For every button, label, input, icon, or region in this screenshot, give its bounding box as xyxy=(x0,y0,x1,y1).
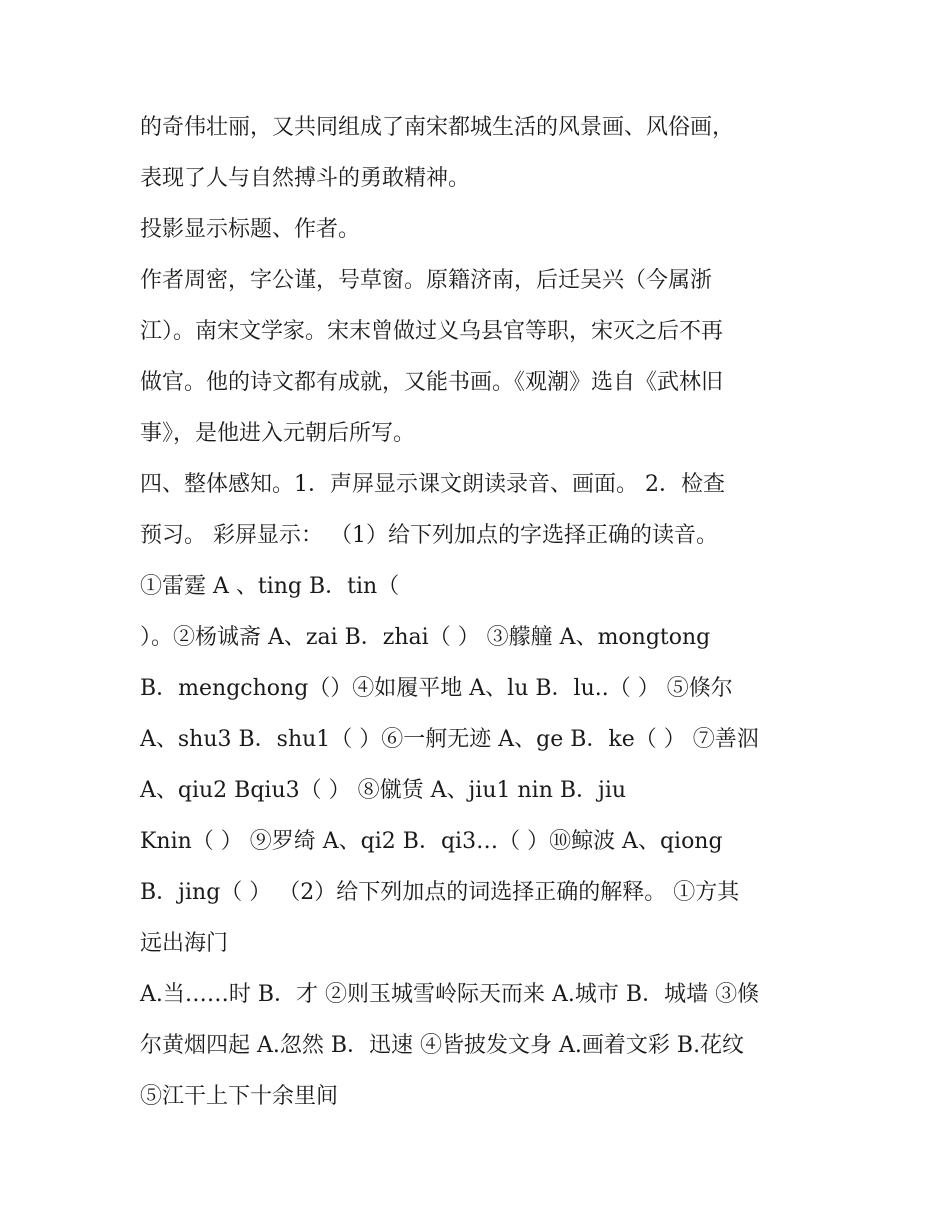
text-line: A、shu3 B．shu1（ ）⑥一舸无迹 A、ge B．ke（ ） ⑦善泅 xyxy=(140,727,759,752)
text-line: A、qiu2 Bqiu3（ ） ⑧僦赁 A、jiu1 nin B．jiu xyxy=(140,778,627,803)
text-line: B．mengchong（）④如履平地 A、lu B．lu..（ ） ⑤倏尔 xyxy=(140,676,733,701)
text-line: 投影显示标题、作者。 xyxy=(140,217,361,242)
text-line: 四、整体感知。1．声屏显示课文朗读录音、画面。 2．检查 xyxy=(140,472,725,497)
text-line: ①雷霆 A 、ting B．tin（ xyxy=(140,574,400,599)
text-line: 做官。他的诗文都有成就，又能书画。《观潮》选自《武林旧 xyxy=(140,370,724,395)
text-line: A.当……时 B．才 ②则玉城雪岭际天而来 A.城市 B．城墙 ③倏 xyxy=(140,982,760,1007)
text-line: 江）。南宋文学家。宋末曾做过义乌县官等职，宋灭之后不再 xyxy=(140,319,724,344)
text-line: 作者周密，字公谨，号草窗。原籍济南，后迁吴兴（今属浙 xyxy=(140,268,713,293)
text-line: Knin（ ） ⑨罗绮 A、qi2 B．qi3…（ ）⑩鲸波 A、qiong xyxy=(140,829,723,854)
document-body xyxy=(140,102,820,1122)
text-line: 预习。 彩屏显示： （1）给下列加点的字选择正确的读音。 xyxy=(140,523,718,548)
text-line: 的奇伟壮丽，又共同组成了南宋都城生活的风景画、风俗画， xyxy=(140,115,735,140)
text-line: B．jing（ ） （2）给下列加点的词选择正确的解释。 ①方其 xyxy=(140,880,740,905)
text-line: ）。②杨诚斋 A、zai B．zhai（ ） ③艨艟 A、mongtong xyxy=(140,625,711,650)
text-line: 表现了人与自然搏斗的勇敢精神。 xyxy=(140,166,471,191)
text-line: 事》，是他进入元朝后所写。 xyxy=(140,421,416,446)
text-line: 远出海门 xyxy=(140,931,229,956)
text-line: 尔黄烟四起 A.忽然 B．迅速 ④皆披发文身 A.画着文彩 B.花纹 xyxy=(140,1033,745,1058)
text-line: ⑤江干上下十余里间 xyxy=(140,1084,339,1109)
